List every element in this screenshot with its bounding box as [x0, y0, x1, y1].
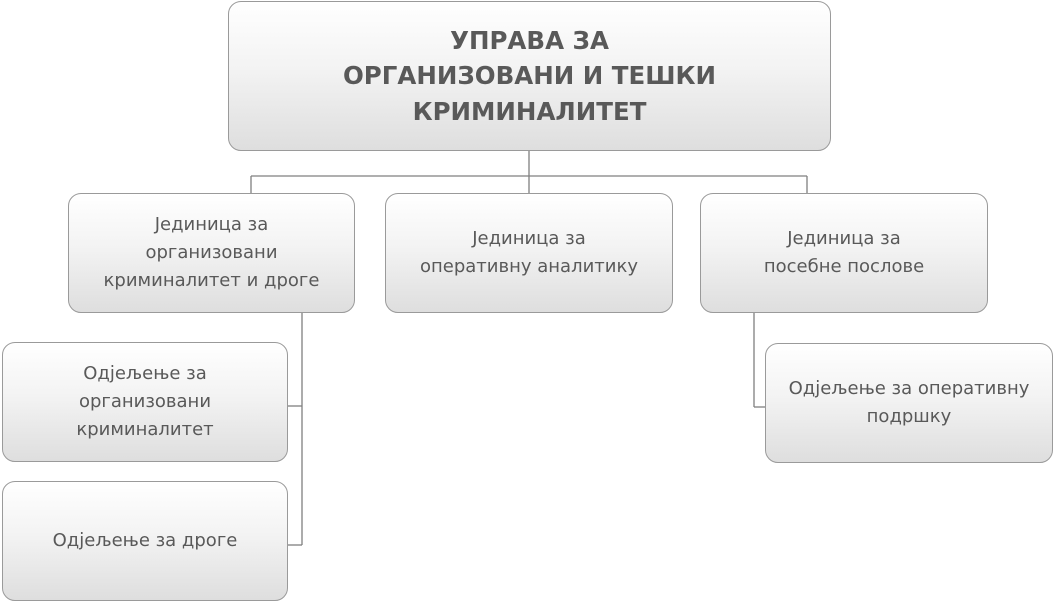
- dept-organized-crime: [2, 342, 288, 462]
- dept-drugs: [2, 481, 288, 601]
- directorate-title: УПРАВА ЗА ОРГАНИЗОВАНИ И ТЕШКИ КРИМИНАЛИТЕТ: [342, 25, 717, 126]
- unit-organized-crime-drugs: [68, 193, 355, 313]
- unit-special-affairs: [700, 193, 988, 313]
- department-label: Одјељење за оперативну подршку: [788, 378, 1030, 427]
- department-label: Одјељење за дроге: [52, 530, 238, 552]
- unit-label: Јединица за посебне послове: [763, 228, 925, 277]
- unit-label: Јединица за организовани криминалитет и дроге: [103, 214, 320, 291]
- dept-operational-support: [765, 343, 1053, 463]
- unit-operational-analytics: [385, 193, 673, 313]
- unit-label: Јединица за оперативну аналитику: [420, 228, 638, 277]
- department-label: Одјељење за организовани криминалитет: [76, 363, 214, 440]
- directorate-box: [228, 1, 831, 151]
